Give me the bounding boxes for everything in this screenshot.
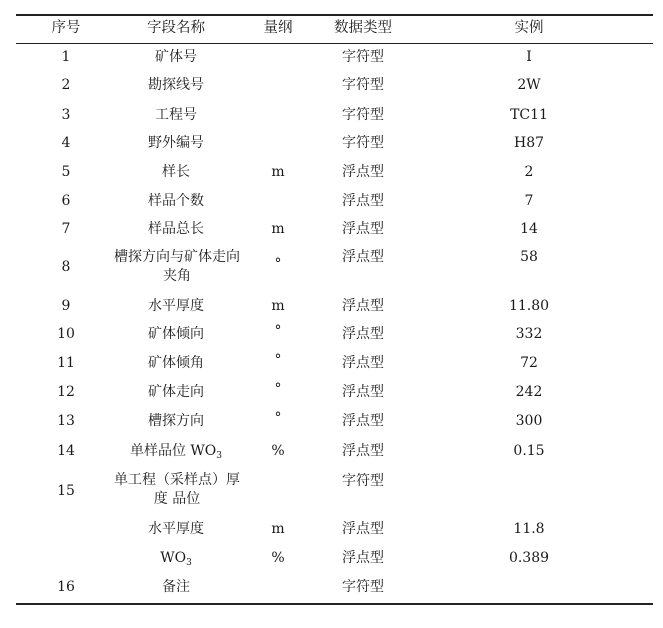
table-top-rule [16,14,653,16]
row-16-name: 备注 [162,579,190,595]
row-8-type: 浮点型 [342,249,384,265]
row-7-type: 浮点型 [342,221,384,237]
row-2-name: 勘探线号 [148,77,204,93]
row-14-unit: % [271,443,285,459]
table-bottom-rule [16,603,653,605]
row-7-name: 样品总长 [148,221,204,237]
row-2-type: 字符型 [342,77,384,93]
row-10-seq: 10 [57,326,75,342]
header-example: 实例 [514,20,544,36]
row-5-example: 2 [524,164,534,180]
row-13-type: 浮点型 [342,413,384,429]
row-9-type: 浮点型 [342,298,384,314]
row-7-unit: m [271,221,285,237]
row-3-example: TC11 [510,107,548,123]
row-15b-name-subscript: 3 [186,558,192,568]
row-14-name [108,442,244,461]
row-8-unit: ° [274,256,282,272]
row-12-type: 浮点型 [342,384,384,400]
row-1-name: 矿体号 [155,49,197,65]
row-13-name: 槽探方向 [148,413,204,429]
header-field-name: 字段名称 [147,20,205,36]
row-3-type: 字符型 [342,107,384,123]
header-unit: 量纲 [263,20,293,36]
row-5-unit: m [271,164,285,180]
row-9-seq: 9 [61,298,71,314]
row-13-unit: ° [274,410,282,426]
row-3-seq: 3 [61,107,71,123]
row-15a-type: 浮点型 [342,521,384,537]
row-10-unit: ° [274,323,282,339]
row-13-example: 300 [515,413,543,429]
row-8-name: 槽探方向与矿体走向夹角 [114,249,240,284]
row-15-name: 单工程（采样点）厚度 品位 [114,472,240,507]
row-1-seq: 1 [61,49,71,65]
row-9-example: 11.80 [508,298,550,314]
row-14-name-subscript: 3 [216,451,223,461]
row-15-seq: 15 [57,483,75,499]
row-5-seq: 5 [61,164,71,180]
row-9-name: 水平厚度 [148,298,204,314]
row-15b-name [108,549,244,568]
row-9-unit: m [271,298,285,314]
row-15b-name-text: WO [160,550,187,566]
row-5-type: 浮点型 [342,164,384,180]
row-14-type: 浮点型 [342,443,384,459]
row-11-type: 浮点型 [342,355,384,371]
row-12-unit: ° [274,381,282,397]
row-8-example: 58 [520,249,538,265]
row-15-type: 字符型 [342,473,384,489]
row-15b-unit: % [271,550,285,566]
row-14-seq: 14 [57,443,75,459]
row-6-type: 浮点型 [342,193,384,209]
row-1-type: 字符型 [342,49,384,65]
row-4-example: H87 [513,135,545,151]
row-12-seq: 12 [57,384,75,400]
row-7-example: 14 [520,221,538,237]
row-12-example: 242 [515,384,543,400]
row-7-seq: 7 [61,221,71,237]
row-11-seq: 11 [57,355,75,371]
row-13-seq: 13 [57,413,75,429]
row-11-example: 72 [520,355,538,371]
row-14-example: 0.15 [513,443,545,459]
row-4-type: 字符型 [342,135,384,151]
row-16-type: 字符型 [342,579,384,595]
row-4-seq: 4 [61,135,71,151]
row-2-example: 2W [517,77,541,93]
row-1-example: I [526,49,532,65]
row-15a-name: 水平厚度 [148,521,204,537]
row-10-type: 浮点型 [342,326,384,342]
row-15b-type: 浮点型 [342,550,384,566]
row-14-name-text: 单样品位 WO [129,443,217,459]
row-16-seq: 16 [57,579,75,595]
row-15a-example: 11.8 [513,521,545,537]
row-5-name: 样长 [162,164,190,180]
row-11-name: 矿体倾角 [148,355,204,371]
row-6-seq: 6 [61,193,71,209]
row-4-name: 野外编号 [148,135,204,151]
row-10-name: 矿体倾向 [148,326,204,342]
row-2-seq: 2 [61,77,71,93]
row-6-name: 样品个数 [148,193,204,209]
header-seq: 序号 [51,20,81,36]
row-15b-example: 0.389 [508,550,550,566]
row-10-example: 332 [515,326,543,342]
row-3-name: 工程号 [155,107,197,123]
row-6-example: 7 [524,193,534,209]
row-12-name: 矿体走向 [148,384,204,400]
row-8-seq: 8 [61,259,71,275]
row-15a-unit: m [271,521,285,537]
row-11-unit: ° [274,352,282,368]
table-header-rule [16,43,653,44]
header-data-type: 数据类型 [334,20,392,36]
